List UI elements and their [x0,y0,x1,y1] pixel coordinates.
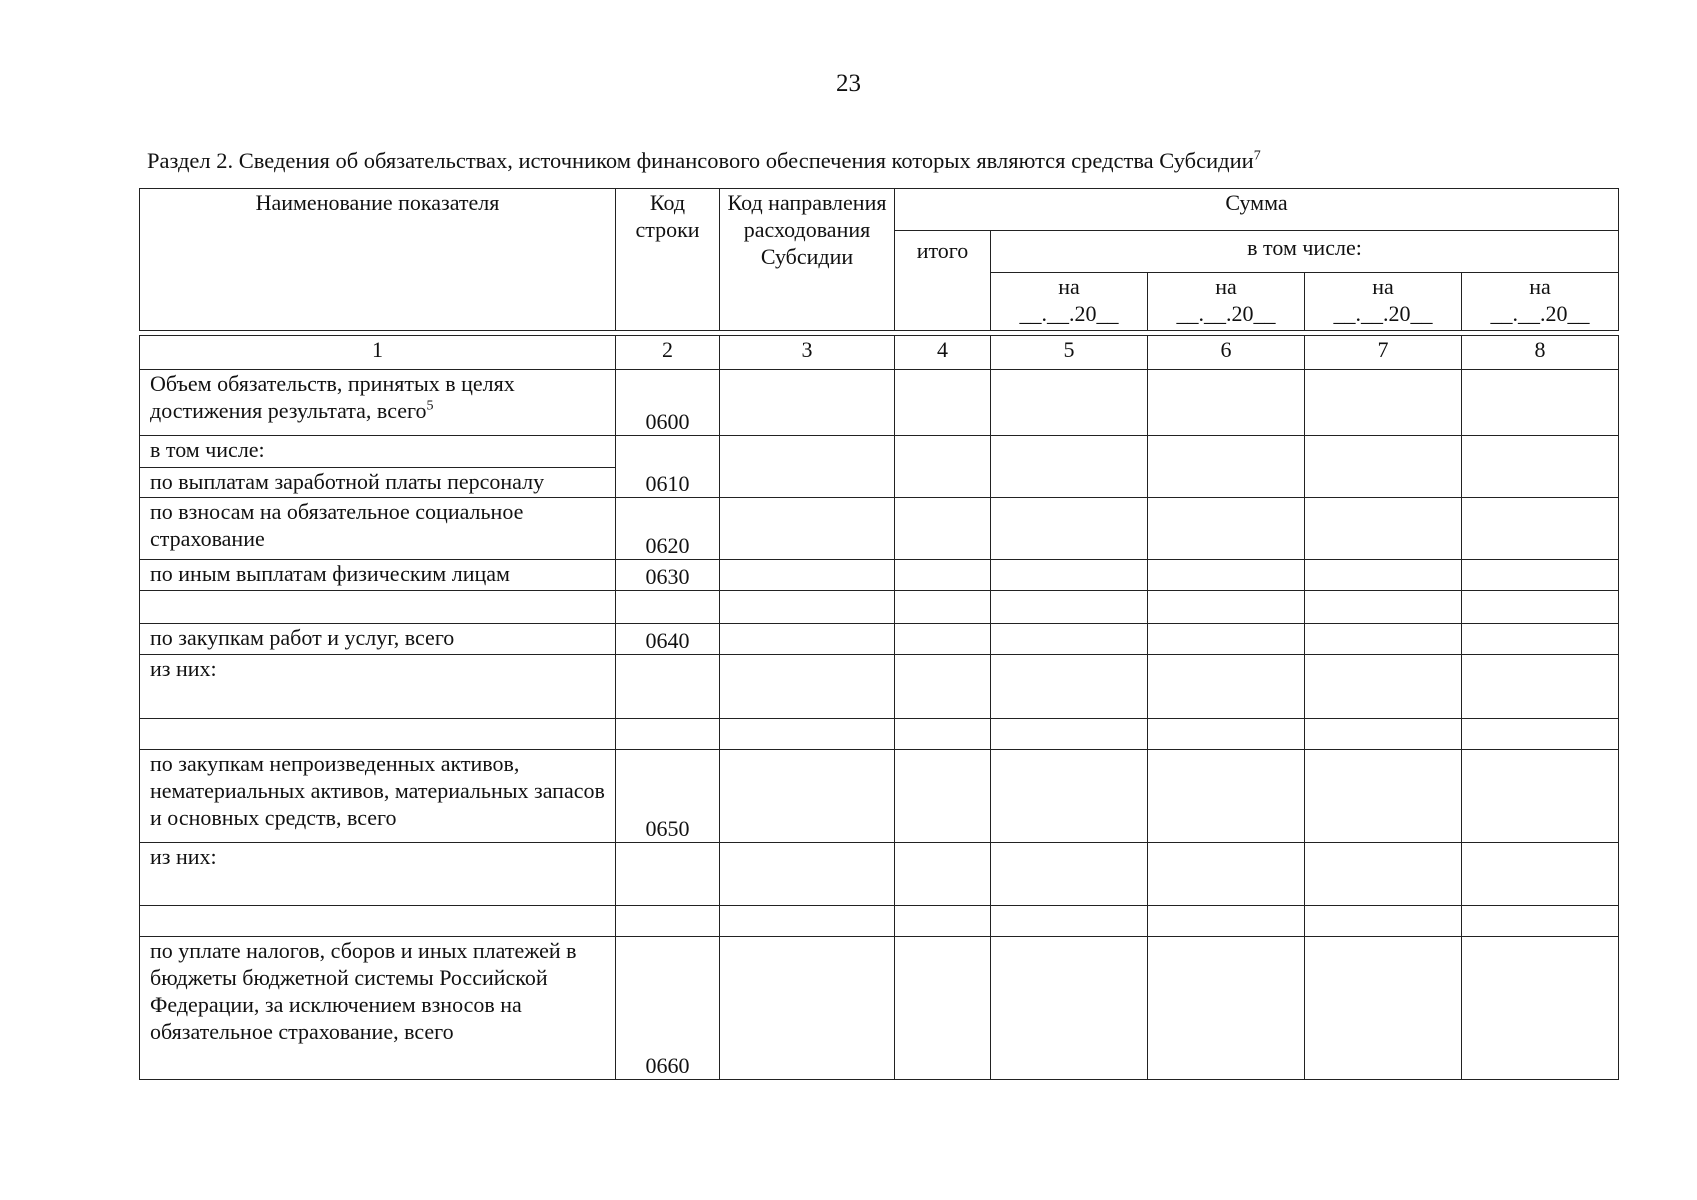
header-name: Наименование показателя [140,189,616,331]
row-code: 0620 [616,498,720,560]
value-cell[interactable] [1148,436,1305,498]
row-name: по взносам на обязательное социальное страхование [140,498,616,560]
column-number: 5 [991,336,1148,370]
row-name: по выплатам заработной платы персоналу [140,468,616,498]
row-name: по закупкам работ и услуг, всего [140,624,616,655]
table-row [140,937,1619,1080]
row-name: по закупкам непроизведенных активов, нематериальных активов, материальных запасов и основных средств, всего [140,750,616,843]
row-code [616,591,720,624]
row-name-footnote: 5 [426,398,434,414]
column-number: 6 [1148,336,1305,370]
value-cell[interactable] [1148,370,1305,436]
value-cell[interactable] [991,906,1148,937]
value-cell[interactable] [1462,719,1619,750]
row-code: 0600 [616,370,720,436]
header-sum: Сумма [895,189,1619,231]
value-cell[interactable] [1148,655,1305,719]
row-name [140,719,616,750]
header-date-na: на [1058,274,1080,299]
header-code-line: Код строки [616,189,720,331]
table-row [140,750,1619,843]
value-cell[interactable] [991,591,1148,624]
row-code: 0650 [616,750,720,843]
row-name [140,370,616,436]
column-number: 4 [895,336,991,370]
column-number: 8 [1462,336,1619,370]
value-cell[interactable] [991,624,1148,655]
table-row [140,906,1619,937]
value-cell[interactable] [720,436,895,498]
value-cell[interactable] [991,370,1148,436]
header-date-placeholder: __.__.20__ [1019,301,1119,326]
header-date-na: на [1529,274,1551,299]
value-cell[interactable] [1462,624,1619,655]
column-number: 7 [1305,336,1462,370]
value-cell[interactable] [991,655,1148,719]
value-cell[interactable] [720,750,895,843]
header-date-na: на [1372,274,1394,299]
table-row [140,436,1619,468]
value-cell[interactable] [1462,370,1619,436]
value-cell[interactable] [895,591,991,624]
table-row [140,719,1619,750]
value-cell[interactable] [1148,719,1305,750]
row-name: по уплате налогов, сборов и иных платежей в бюджеты бюджетной системы Российской Федерации, за исключением взносов на обязательное страхование, всего [140,937,616,1080]
value-cell[interactable] [1305,655,1462,719]
value-cell[interactable] [1305,750,1462,843]
column-number: 2 [616,336,720,370]
value-cell[interactable] [1462,498,1619,560]
row-name: из них: [140,655,616,719]
value-cell[interactable] [991,560,1148,591]
column-number-row [140,336,1619,370]
row-name [140,906,616,937]
value-cell[interactable] [991,436,1148,498]
value-cell[interactable] [1305,436,1462,498]
table-row [140,591,1619,624]
column-number: 1 [140,336,616,370]
table-body [139,335,1619,1080]
row-code [616,655,720,719]
header-date-cell [1462,273,1619,331]
table-row [140,624,1619,655]
header-date-placeholder: __.__.20__ [1333,301,1433,326]
value-cell[interactable] [720,498,895,560]
table-row [140,843,1619,906]
value-cell[interactable] [895,937,991,1080]
value-cell[interactable] [895,624,991,655]
row-code: 0660 [616,937,720,1080]
section-title [147,148,1261,174]
header-date-cell [1148,273,1305,331]
table-row [140,560,1619,591]
value-cell[interactable] [1462,560,1619,591]
value-cell[interactable] [1305,624,1462,655]
value-cell[interactable] [1462,937,1619,1080]
value-cell[interactable] [1462,906,1619,937]
value-cell[interactable] [991,498,1148,560]
value-cell[interactable] [1462,655,1619,719]
header-including: в том числе: [991,231,1619,273]
value-cell[interactable] [895,655,991,719]
value-cell[interactable] [720,370,895,436]
value-cell[interactable] [1148,937,1305,1080]
row-name: в том числе: [140,436,616,468]
value-cell[interactable] [991,843,1148,906]
header-code-direction: Код направления расходования Субсидии [720,189,895,331]
table-row [140,370,1619,436]
header-date-cell [1305,273,1462,331]
header-total: итого [895,231,991,331]
value-cell[interactable] [895,498,991,560]
table-header [139,188,1619,331]
value-cell[interactable] [1305,843,1462,906]
row-code [616,906,720,937]
section-title-text: Раздел 2. Сведения об обязательствах, источником финансового обеспечения которых являются средства Субсидии [147,148,1254,173]
value-cell[interactable] [1305,370,1462,436]
header-date-placeholder: __.__.20__ [1176,301,1276,326]
value-cell[interactable] [720,655,895,719]
value-cell[interactable] [895,370,991,436]
value-cell[interactable] [895,750,991,843]
column-number: 3 [720,336,895,370]
value-cell[interactable] [1462,843,1619,906]
row-code: 0640 [616,624,720,655]
row-name: из них: [140,843,616,906]
row-name-text: Объем обязательств, принятых в целях достижения результата, всего [150,371,515,423]
value-cell[interactable] [720,906,895,937]
value-cell[interactable] [720,624,895,655]
value-cell[interactable] [1148,560,1305,591]
value-cell[interactable] [1305,906,1462,937]
value-cell[interactable] [991,750,1148,843]
value-cell[interactable] [1148,498,1305,560]
value-cell[interactable] [895,436,991,498]
value-cell[interactable] [1148,843,1305,906]
value-cell[interactable] [895,906,991,937]
page-number: 23 [836,70,861,97]
value-cell[interactable] [1148,750,1305,843]
value-cell[interactable] [1305,591,1462,624]
value-cell[interactable] [895,719,991,750]
value-cell[interactable] [720,843,895,906]
section-title-footnote: 7 [1253,148,1261,164]
value-cell[interactable] [1305,560,1462,591]
header-date-cell [991,273,1148,331]
row-code: 0610 [616,436,720,498]
row-code: 0630 [616,560,720,591]
value-cell[interactable] [991,937,1148,1080]
header-date-na: на [1215,274,1237,299]
value-cell[interactable] [720,937,895,1080]
table-row [140,498,1619,560]
value-cell[interactable] [1148,624,1305,655]
row-code [616,719,720,750]
value-cell[interactable] [895,843,991,906]
table-row [140,655,1619,719]
value-cell[interactable] [1305,719,1462,750]
value-cell[interactable] [720,591,895,624]
value-cell[interactable] [1148,591,1305,624]
value-cell[interactable] [991,719,1148,750]
value-cell[interactable] [1148,906,1305,937]
value-cell[interactable] [1305,937,1462,1080]
value-cell[interactable] [1462,591,1619,624]
value-cell[interactable] [895,560,991,591]
row-code [616,843,720,906]
value-cell[interactable] [1462,750,1619,843]
row-name: по иным выплатам физическим лицам [140,560,616,591]
value-cell[interactable] [1305,498,1462,560]
value-cell[interactable] [1462,436,1619,498]
header-date-placeholder: __.__.20__ [1490,301,1590,326]
value-cell[interactable] [720,719,895,750]
row-name [140,591,616,624]
value-cell[interactable] [720,560,895,591]
